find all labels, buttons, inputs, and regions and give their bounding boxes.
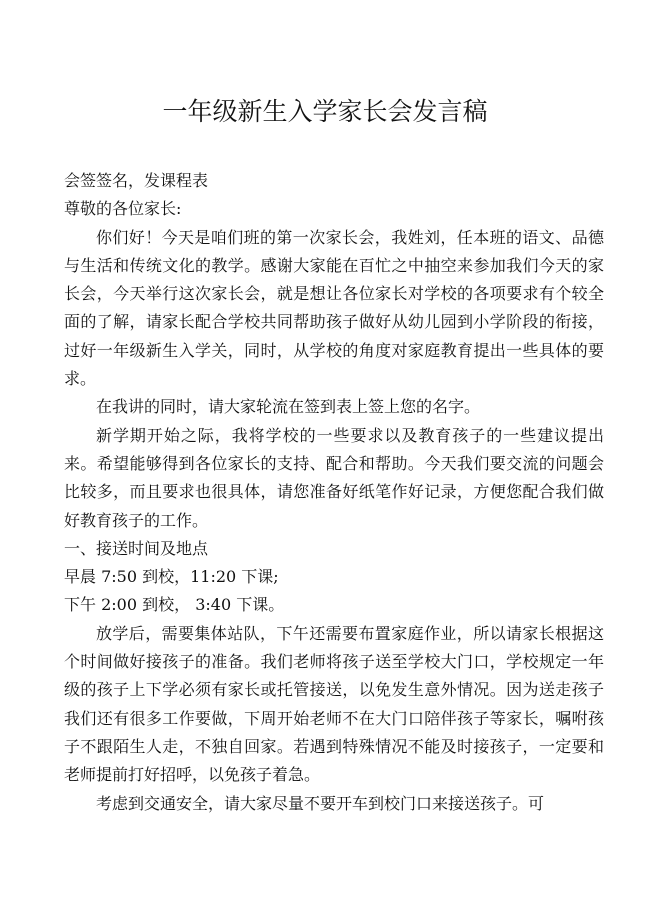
document-title: 一年级新生入学家长会发言稿 — [162, 96, 488, 126]
paragraph-new-semester: 新学期开始之际，我将学校的一些要求以及教育孩子的一些建议提出来。希望能够得到各位家长的支持、配合和帮助。今天我们要交流的问题会比较多，而且要求也很具体，请您准备好纸笔作好记录，方便您配合我们做好教育孩子的工作。 — [64, 425, 604, 530]
paragraph-sign-sheet: 在我讲的同时，请大家轮流在签到表上签上您的名字。 — [96, 397, 481, 417]
section-heading-pickup: 一、接送时间及地点 — [64, 538, 209, 558]
paragraph-introduction: 你们好！今天是咱们班的第一次家长会，我姓刘，任本班的语文、品德与生活和传统文化的教学。感谢大家能在百忙之中抽空来参加我们今天的家长会，今天举行这次家长会，就是想让各位家长对学校的各项要求有个较全面的了解，请家长配合学校共同帮助孩子做好从幼儿园到小学阶段的衔接，过好一年级新生入学关，同时，从学校的角度对家庭教育提出一些具体的要求。 — [64, 227, 604, 389]
paragraph-traffic-safety: 考虑到交通安全，请大家尽量不要开车到校门口来接送孩子。可 — [96, 793, 545, 813]
document-body — [64, 167, 604, 818]
paragraph-after-school: 放学后，需要集体站队，下午还需要布置家庭作业，所以请家长根据这个时间做好接孩子的准备。我们老师将孩子送至学校大门口，学校规定一年级的孩子上下学必须有家长或托管接送，以免发生意外情况。因为送走孩子我们还有很多工作要做，下周开始老师不在大门口陪伴孩子等家长，嘱咐孩子不跟陌生人走，不独自回家。若遇到特殊情况不能及时接孩子，一定要和老师提前打好招呼，以免孩子着急。 — [64, 623, 604, 785]
paragraph-salutation: 尊敬的各位家长: — [64, 199, 182, 219]
paragraph-sign-in: 会签签名，发课程表 — [64, 171, 209, 190]
schedule-afternoon: 下午 2:00 到校， 3:40 下课。 — [64, 595, 285, 615]
schedule-morning: 早晨 7:50 到校，11:20 下课; — [64, 567, 279, 587]
